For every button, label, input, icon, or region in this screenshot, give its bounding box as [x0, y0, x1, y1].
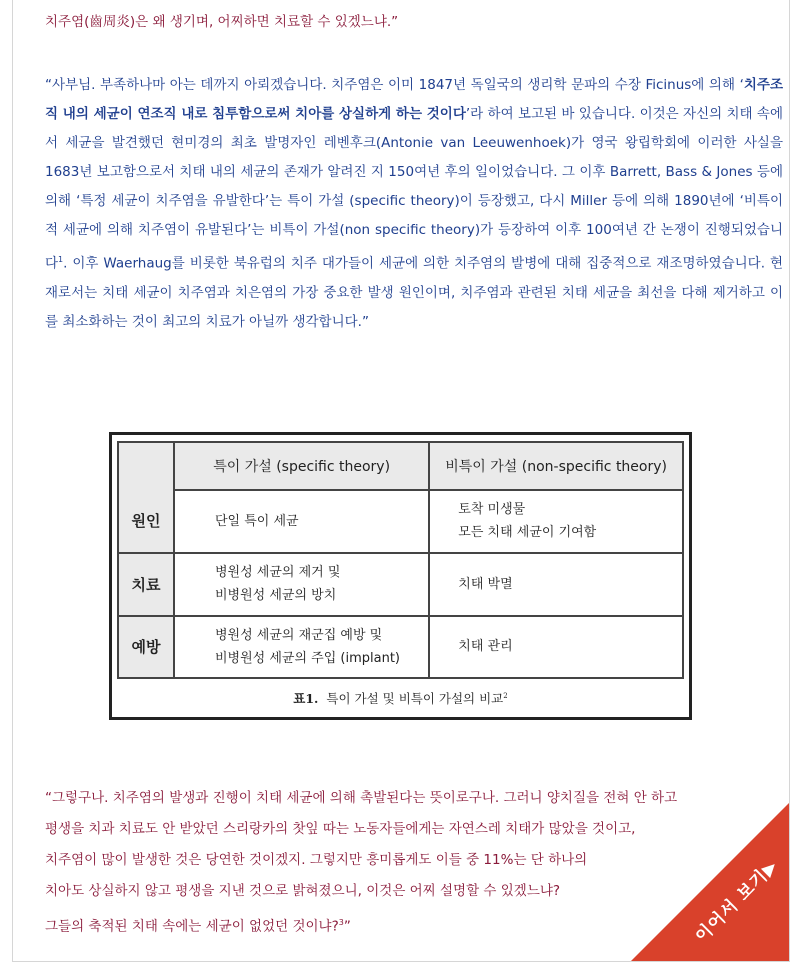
cell-line: 토착 미생물 [458, 502, 526, 518]
header-specific: 특이 가설 (specific theory) [174, 443, 429, 490]
article-frame [12, 0, 790, 962]
cell-line: 병원성 세균의 제거 및 [215, 565, 341, 581]
table-row [119, 490, 682, 553]
cell-prevention-specific [174, 616, 429, 677]
row-label-treatment: 치료 [119, 553, 174, 616]
closing-line: 치주염이 많이 발생한 것은 당연한 것이겠지. 그렇지만 흥미롭게도 이들 중 11%는 단 하나의 [45, 852, 588, 868]
cell-line: 병원성 세균의 재군집 예방 및 [215, 627, 383, 643]
closing-reference: 3 [338, 918, 344, 927]
answer-bold-text: 치주조직 내의 세균이 연조직 내로 침투함으로써 치아를 상실하게 하는 것이다 [45, 77, 783, 122]
table-caption [112, 689, 689, 707]
header-nonspecific: 비특이 가설 (non-specific theory) [429, 443, 682, 490]
answer-text-2: ’라 하여 보고된 바 있습니다. 이것은 자신의 치태 속에서 세균을 발견했던 현미경의 최초 발명자인 레벤후크(Antonie van Leeuwenhoek)가 영국 왕립학회에 이러한 사실을 1683년 보고함으로서 치태 내의 세균의 존재가 알려진 지 150여년 후의 일이었습니다. 그 이후 Barrett, Bass & Jones 등에 의해 ‘특정 세균이 치주염을 유발한다’는 특이 가설 (specific theory)이 등장했고, 다시 Miller 등에 의해 1890년에 ‘비특이적 세균에 의해 치주염이 유발된다’는 비특이 가설(non specific theory)가 등장하여 이후 100여년 간 논쟁이 진행되었습니다 [45, 106, 783, 272]
closing-last-text: 그들의 축적된 치태 속에는 세균이 없었던 것이냐? [45, 918, 339, 935]
continue-label: 이어서 보기▶ [691, 855, 783, 947]
cell-line: 비병원성 세균의 주입 (implant) [215, 650, 401, 666]
reference-marker: 1 [58, 255, 64, 264]
comparison-table-frame [117, 441, 684, 679]
caption-reference: 2 [503, 691, 508, 700]
comparison-table [119, 443, 682, 677]
closing-quote: ” [343, 918, 351, 935]
cell-cause-specific [174, 490, 429, 553]
continue-reading-button[interactable] [631, 803, 789, 961]
caption-label: 표1. [293, 691, 319, 706]
answer-paragraph [45, 71, 783, 337]
cell-treatment-specific [174, 553, 429, 616]
table-header-row [119, 443, 682, 490]
row-label-prevention: 예방 [119, 616, 174, 677]
cell-cause-nonspecific [429, 490, 682, 553]
intro-question: 치주염(齒周炎)은 왜 생기며, 어찌하면 치료할 수 있겠느냐.” [45, 14, 399, 30]
answer-text-3: . 이후 Waerhaug를 비롯한 북유럽의 치주 대가들이 세균에 의한 치주염의 발병에 대해 집중적으로 재조명하였습니다. 현재로서는 치태 세균이 치주염과 치은염의 가장 중요한 발생 원인이며, 치주염과 관련된 치태 세균을 최선을 다해 제거하고 이를 최소화하는 것이 최고의 치료가 아닐까 생각합니다.” [45, 255, 783, 330]
cell-treatment-nonspecific [429, 553, 682, 616]
closing-line: “그렇구나. 치주염의 발생과 진행이 치태 세균에 의해 촉발된다는 뜻이로구나. 그러니 양치질을 전혀 안 하고 [45, 790, 678, 806]
cell-prevention-nonspecific [429, 616, 682, 677]
cell-line: 치태 박멸 [458, 576, 513, 592]
caption-text: 특이 가설 및 비특이 가설의 비교 [326, 691, 504, 706]
cell-line: 비병원성 세균의 방치 [215, 588, 337, 604]
table-corner-cell [119, 443, 174, 490]
cell-line: 단일 특이 세균 [215, 513, 299, 529]
table-row [119, 616, 682, 677]
closing-line: 평생을 치과 치료도 안 받았던 스리랑카의 찻잎 따는 노동자들에게는 자연스레 치태가 많았을 것이고, [45, 821, 636, 837]
row-label-cause: 원인 [119, 490, 174, 553]
comparison-table-figure [109, 432, 692, 720]
closing-line: 치아도 상실하지 않고 평생을 지낸 것으로 밝혀졌으니, 이것은 어찌 설명할 수 있겠느냐? [45, 883, 561, 899]
table-row [119, 553, 682, 616]
cell-line: 모든 치태 세균이 기여함 [458, 525, 597, 541]
cell-line: 치태 관리 [458, 639, 513, 655]
answer-text-1: “사부님. 부족하나마 아는 데까지 아뢰겠습니다. 치주염은 이미 1847년 독일국의 생리학 문파의 수장 Ficinus에 의해 ‘ [45, 77, 744, 93]
